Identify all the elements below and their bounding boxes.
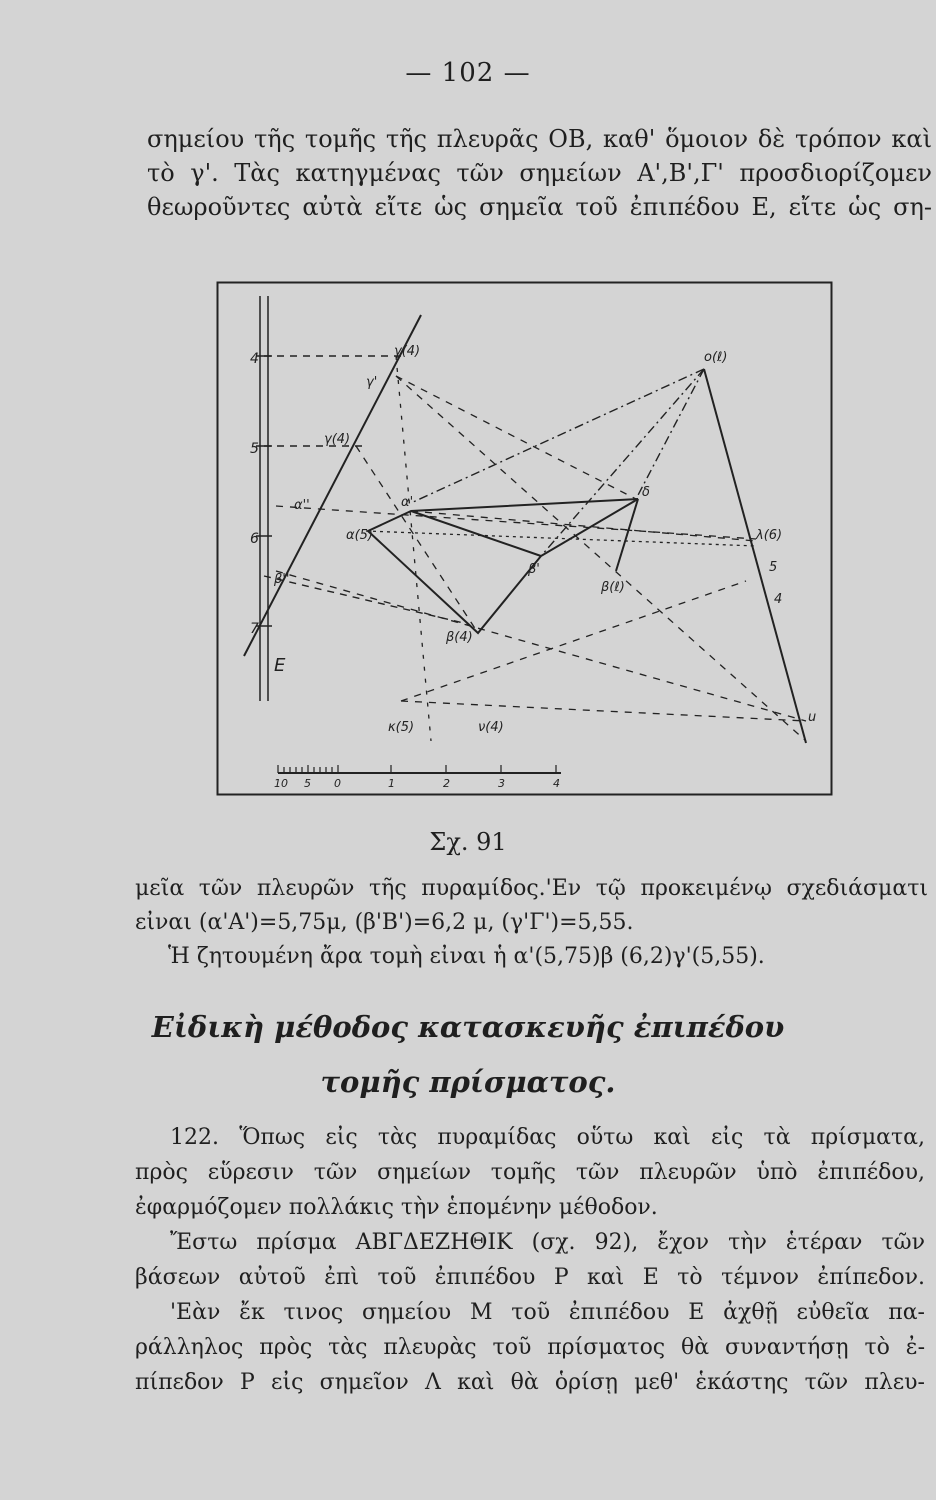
construction-10 xyxy=(411,511,756,541)
text-line: εἶναι (α'Α')=5,75μ, (β'Β')=6,2 μ, (γ'Γ')=5,55. xyxy=(135,910,634,935)
label-a5: α(5) xyxy=(346,528,373,543)
edge-o-b xyxy=(541,369,704,556)
text-line: θεωροῦντες αὐτὰ εἴτε ὡς σημεῖα τοῦ ἐπιπέδου Ε, εἴτε ὡς ση- xyxy=(147,193,932,221)
scale-label-0: 0 xyxy=(334,777,341,790)
label-g4: γ(4) xyxy=(394,344,421,359)
page-number: — 102 — xyxy=(405,58,531,88)
text-line: ἐφαρμόζομεν πολλάκις τὴν ἑπομένην μέθοδον. xyxy=(135,1195,658,1220)
label-g5: γ(4) xyxy=(324,432,351,447)
scale-label-2: 2 xyxy=(443,777,450,790)
tick-label-4: 4 xyxy=(250,351,259,367)
text-line: πρὸς εὕρεσιν τῶν σημείων τομῆς τῶν πλευρῶν ὑπὸ ἐπιπέδου, xyxy=(135,1160,925,1185)
label-E: E xyxy=(274,655,286,676)
section-heading-line1: Εἰδικὴ μέθοδος κατασκευῆς ἐπιπέδου xyxy=(151,1010,785,1044)
label-u: u xyxy=(808,710,817,725)
label-b4: β(4) xyxy=(446,630,473,645)
edge-o-a xyxy=(411,369,704,503)
text-line: 'Εὰν ἔκ τινος σημείου Μ τοῦ ἐπιπέδου Ε ἀχθῇ εὐθεῖα πα- xyxy=(170,1300,925,1325)
text-line: τὸ γ'. Τὰς κατηγμένας τῶν σημείων Α',Β',Γ' προσδιορίζομεν xyxy=(147,159,932,187)
section-heading-line2: τομῆς πρίσματος. xyxy=(320,1065,616,1099)
label-a-dd: α'' xyxy=(294,498,310,513)
label-r4: 4 xyxy=(774,592,783,607)
edge-o-d xyxy=(636,369,704,499)
text-line: σημείου τῆς τομῆς τῆς πλευρᾶς ΟΒ, καθ' ὅμοιον δὲ τρόπον καὶ xyxy=(147,125,932,153)
text-line: 122. Ὅπως εἰς τὰς πυραμίδας οὕτω καὶ εἰς τὰ πρίσματα, xyxy=(170,1125,925,1150)
label-r5: 5 xyxy=(769,560,778,575)
text-line: Ἔστω πρίσμα ΑΒΓΔΕΖΗΘΙΚ (σχ. 92), ἔχον τὴν ἑτέραν τῶν xyxy=(170,1230,925,1255)
scale-fine-ticks xyxy=(278,765,556,773)
scale-label-3: 3 xyxy=(498,777,505,790)
scale-label-1: 1 xyxy=(388,777,395,790)
construction-6 xyxy=(401,701,806,721)
text-line: πίπεδον Ρ εἰς σημεῖον Λ καὶ θὰ ὁρίσῃ μεθ' ἑκάστης τῶν πλευ- xyxy=(135,1370,925,1395)
scale-label-10: 10 xyxy=(274,777,288,790)
construction-2 xyxy=(396,376,636,499)
label-g-upper: γ' xyxy=(366,375,378,390)
level-line-7 xyxy=(264,576,468,624)
figure-caption: Σχ. 91 xyxy=(429,828,507,856)
tick-label-7: 7 xyxy=(250,621,259,637)
trace-line xyxy=(244,315,421,656)
label-o: ο(ℓ) xyxy=(704,350,728,365)
text-line: μεῖα τῶν πλευρῶν τῆς πυραμίδος.'Εν τῷ προκειμένῳ σχεδιάσματι xyxy=(135,876,928,901)
label-d: δ xyxy=(642,485,650,500)
text-line: Ἡ ζητουμένη ἄρα τομὴ εἶναι ἡ α'(5,75)β (6,2)γ'(5,55). xyxy=(168,944,765,969)
label-k5: κ(5) xyxy=(388,720,415,735)
construction-8 xyxy=(396,356,431,741)
construction-5 xyxy=(276,571,806,721)
label-l6: λ(6) xyxy=(756,528,783,543)
label-b-l: β(ℓ) xyxy=(601,580,625,595)
text-line: ράλληλος πρὸς τὰς πλευρὰς τοῦ πρίσματος θὰ συναντήσῃ τὸ ἐ- xyxy=(135,1335,925,1360)
scale-label-4: 4 xyxy=(553,777,560,790)
figure-91 xyxy=(216,281,833,796)
edge-o-u xyxy=(704,369,806,743)
text-line: βάσεων αὐτοῦ ἐπὶ τοῦ ἐπιπέδου Ρ καὶ Ε τὸ τέμνον ἐπίπεδον. xyxy=(135,1265,925,1290)
section-polygon xyxy=(368,499,638,633)
label-b-d: β' xyxy=(528,562,540,577)
label-n4: ν(4) xyxy=(478,720,504,735)
label-a-d: α' xyxy=(401,495,414,510)
scale-label-5: 5 xyxy=(304,777,311,790)
tick-label-6: 6 xyxy=(250,531,259,547)
construction-9 xyxy=(356,446,478,633)
construction-1 xyxy=(396,376,806,741)
label-b-dd: β'' xyxy=(274,572,290,587)
tick-label-5: 5 xyxy=(250,441,259,457)
paragraph-122 xyxy=(135,1120,925,1400)
